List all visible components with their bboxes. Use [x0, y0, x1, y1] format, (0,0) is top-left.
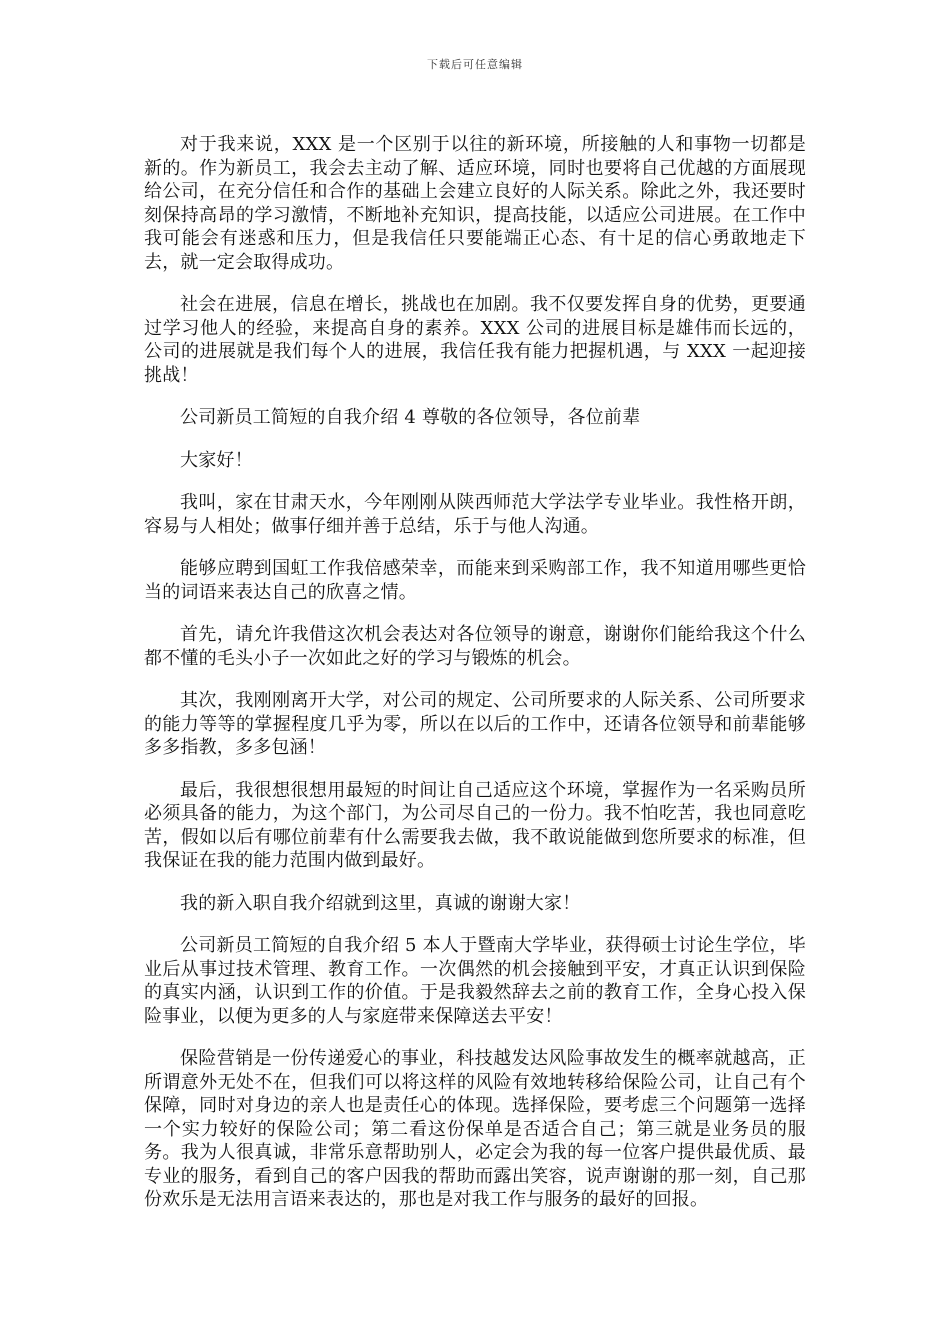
page-header-note: 下载后可任意编辑 [427, 58, 523, 71]
paragraph-social-progress: 社会在进展，信息在增长，挑战也在加剧。我不仅要发挥自身的优势，更要通过学习他人的经验，来提高自身的素养。XXX 公司的进展目标是雄伟而长远的，公司的进展就是我们每个人的进展，我信任我有能力把握机遇，与 XXX 一起迎接挑战！ [144, 294, 806, 386]
paragraph-intro-5: 公司新员工简短的自我介绍 5 本人于暨南大学毕业，获得硕士讨论生学位，毕业后从事过技术管理、教育工作。一次偶然的机会接触到平安，才真正认识到保险的真实内涵，认识到工作的价值。于是我毅然辞去之前的教育工作，全身心投入保险事业，以便为更多的人与家庭带来保障送去平安！ [144, 935, 806, 1027]
paragraph-self-intro: 我叫，家在甘肃天水，今年刚刚从陕西师范大学法学专业毕业。我性格开朗，容易与人相处；做事仔细并善于总结，乐于与他人沟通。 [144, 492, 806, 537]
document-body [144, 133, 806, 1231]
paragraph-insurance-marketing: 保险营销是一份传递爱心的事业，科技越发达风险事故发生的概率就越高，正所谓意外无处不在，但我们可以将这样的风险有效地转移给保险公司，让自己有个保障，同时对身边的亲人也是责任心的体现。选择保险，要考虑三个问题第一选择一个实力较好的保险公司；第二看这份保单是否适合自己；第三就是业务员的服务。我为人很真诚，非常乐意帮助别人，必定会为我的每一位客户提供最优质、最专业的服务，看到自己的客户因我的帮助而露出笑容，说声谢谢的那一刻，自己那份欢乐是无法用言语来表达的，那也是对我工作与服务的最好的回报。 [144, 1048, 806, 1210]
paragraph-greeting: 大家好！ [180, 449, 253, 471]
paragraph-closing-thanks: 我的新入职自我介绍就到这里，真诚的谢谢大家！ [180, 892, 581, 914]
paragraph-second-guidance: 其次，我刚刚离开大学，对公司的规定、公司所要求的人际关系、公司所要求的能力等等的掌握程度几乎为零，所以在以后的工作中，还请各位领导和前辈能够多多指教，多多包涵！ [144, 690, 806, 758]
paragraph-honored: 能够应聘到国虹工作我倍感荣幸，而能来到采购部工作，我不知道用哪些更恰当的词语来表达自己的欣喜之情。 [144, 558, 806, 603]
paragraph-intro-4-heading: 公司新员工简短的自我介绍 4 尊敬的各位领导，各位前辈 [180, 407, 641, 428]
paragraph-new-environment: 对于我来说，XXX 是一个区别于以往的新环境，所接触的人和事物一切都是新的。作为新员工，我会去主动了解、适应环境，同时也要将自己优越的方面展现给公司，在充分信任和合作的基础上会建立良好的人际关系。除此之外，我还要时刻保持高昂的学习激情，不断地补充知识，提高技能，以适应公司进展。在工作中我可能会有迷惑和压力，但是我信任只要能端正心态、有十足的信心勇敢地走下去，就一定会取得成功。 [144, 134, 806, 273]
paragraph-finally-adapt: 最后，我很想很想用最短的时间让自己适应这个环境，掌握作为一名采购员所必须具备的能力，为这个部门，为公司尽自己的一份力。我不怕吃苦，我也同意吃苦，假如以后有哪位前辈有什么需要我去做，我不敢说能做到您所要求的标准，但我保证在我的能力范围内做到最好。 [144, 779, 806, 871]
paragraph-first-thanks: 首先，请允许我借这次机会表达对各位领导的谢意，谢谢你们能给我这个什么都不懂的毛头小子一次如此之好的学习与锻炼的机会。 [144, 624, 806, 669]
